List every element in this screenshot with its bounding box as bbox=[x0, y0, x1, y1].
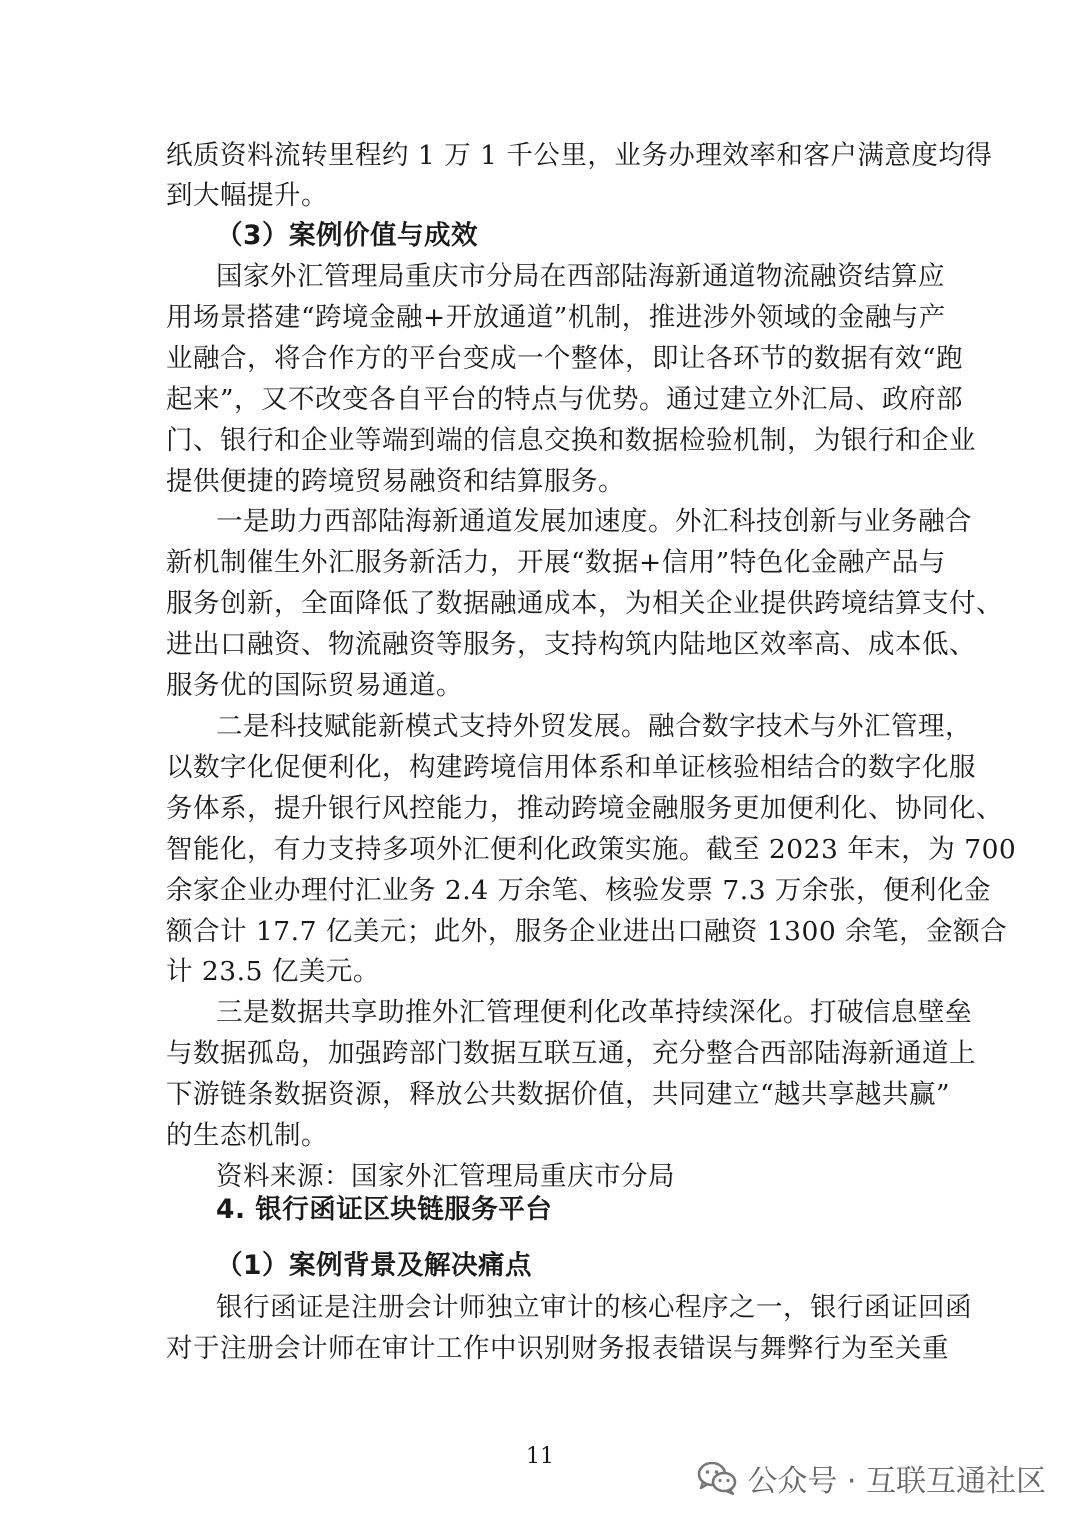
subsection-heading: （1）案例背景及解决痛点 bbox=[216, 1250, 532, 1281]
paragraph-line: 一是助力西部陆海新通道发展加速度。外汇科技创新与业务融合 bbox=[216, 506, 972, 537]
watermark bbox=[697, 1458, 1046, 1498]
section-heading: （3）案例价值与成效 bbox=[216, 220, 478, 251]
paragraph-line: 到大幅提升。 bbox=[166, 180, 328, 211]
paragraph-line: 的生态机制。 bbox=[166, 1120, 328, 1151]
paragraph-line: 国家外汇管理局重庆市分局在西部陆海新通道物流融资结算应 bbox=[216, 261, 945, 292]
paragraph-line: 新机制催生外汇服务新活力，开展“数据+信用”特色化金融产品与 bbox=[166, 547, 946, 578]
paragraph-line: 业融合，将合作方的平台变成一个整体，即让各环节的数据有效“跑 bbox=[166, 343, 964, 374]
watermark-text: 公众号 · 互联互通社区 bbox=[747, 1464, 1046, 1499]
paragraph-line: 纸质资料流转里程约 1 万 1 千公里，业务办理效率和客户满意度均得 bbox=[166, 140, 993, 171]
paragraph-line: 银行函证是注册会计师独立审计的核心程序之一，银行函证回函 bbox=[216, 1292, 972, 1323]
paragraph-line: 以数字化促便利化，构建跨境信用体系和单证核验相结合的数字化服 bbox=[166, 752, 976, 783]
paragraph-line: 服务优的国际贸易通道。 bbox=[166, 670, 463, 701]
paragraph-line: 与数据孤岛，加强跨部门数据互联互通，充分整合西部陆海新通道上 bbox=[166, 1038, 976, 1069]
paragraph-line: 提供便捷的跨境贸易融资和结算服务。 bbox=[166, 466, 625, 497]
paragraph-line: 余家企业办理付汇业务 2.4 万余笔、核验发票 7.3 万余张，便利化金 bbox=[166, 875, 991, 906]
paragraph-line: 进出口融资、物流融资等服务，支持构筑内陆地区效率高、成本低、 bbox=[166, 629, 976, 660]
paragraph-line: 三是数据共享助推外汇管理便利化改革持续深化。打破信息壁垒 bbox=[216, 997, 972, 1028]
paragraph-line: 额合计 17.7 亿美元；此外，服务企业进出口融资 1300 余笔，金额合 bbox=[166, 916, 1008, 947]
paragraph-line: 起来”，又不改变各自平台的特点与优势。通过建立外汇局、政府部 bbox=[166, 384, 964, 415]
paragraph-line: 务体系，提升银行风控能力，推动跨境金融服务更加便利化、协同化、 bbox=[166, 793, 1003, 824]
paragraph-line: 服务创新，全面降低了数据融通成本，为相关企业提供跨境结算支付、 bbox=[166, 588, 1003, 619]
section-heading: 4. 银行函证区块链服务平台 bbox=[216, 1194, 553, 1225]
wechat-icon bbox=[697, 1460, 737, 1496]
paragraph-line: 门、银行和企业等端到端的信息交换和数据检验机制，为银行和企业 bbox=[166, 425, 976, 456]
paragraph-line: 用场景搭建“跨境金融+开放通道”机制，推进涉外领域的金融与产 bbox=[166, 302, 946, 333]
paragraph-line: 对于注册会计师在审计工作中识别财务报表错误与舞弊行为至关重 bbox=[166, 1333, 949, 1364]
paragraph-line: 计 23.5 亿美元。 bbox=[166, 956, 380, 987]
paragraph-line: 二是科技赋能新模式支持外贸发展。融合数字技术与外汇管理， bbox=[216, 711, 972, 742]
page-number: 11 bbox=[526, 1444, 554, 1469]
source-note: 资料来源：国家外汇管理局重庆市分局 bbox=[216, 1161, 675, 1192]
paragraph-line: 下游链条数据资源，释放公共数据价值，共同建立“越共享越共赢” bbox=[166, 1079, 951, 1110]
paragraph-line: 智能化，有力支持多项外汇便利化政策实施。截至 2023 年末，为 700 bbox=[166, 834, 1017, 865]
